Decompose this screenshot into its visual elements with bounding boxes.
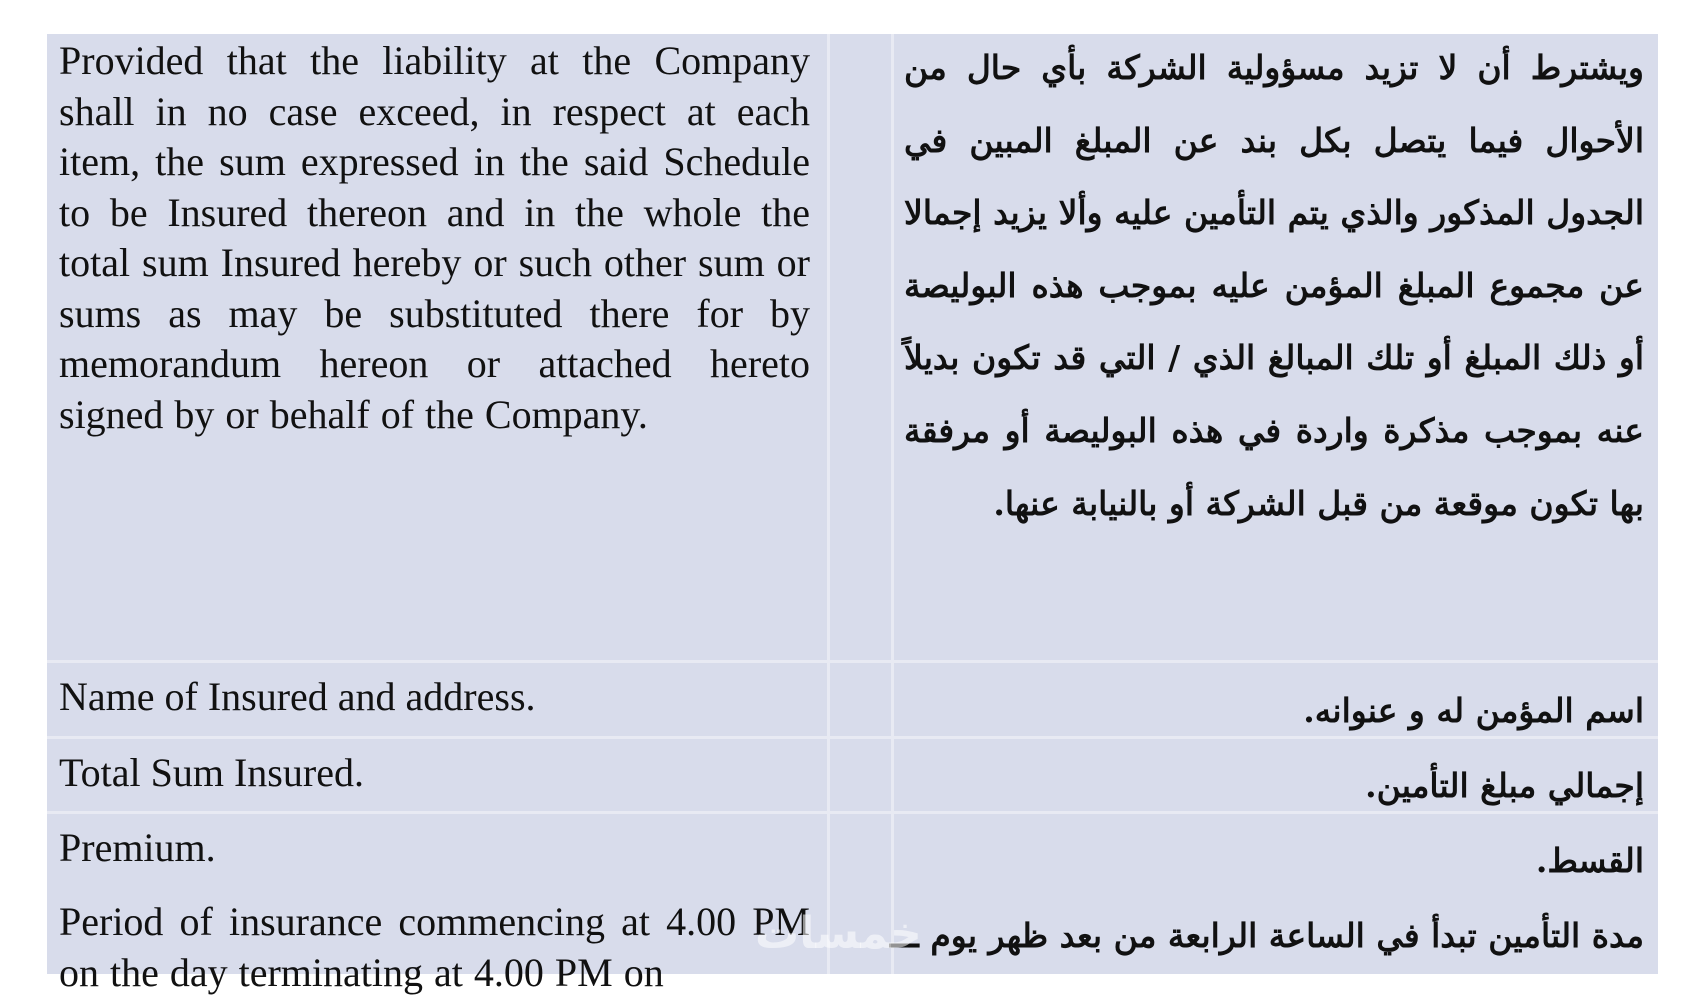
liability-clause-english: Provided that the liability at the Company shall in no case exceed, in respect at each item, the sum expressed in the said Schedule to be Insured thereon and in the whole the total sum Insured hereby or such other sum or sums as may be substituted there for by memorandum hereon or attached hereto signed by or behalf of the Company. bbox=[59, 38, 810, 437]
row-divider bbox=[47, 811, 1658, 814]
liability-clause-arabic: ويشترط أن لا تزيد مسؤولية الشركة بأي حال من الأحوال فيما يتصل بكل بند عن المبلغ المبين في الجدول المذكور والذي يتم التأمين عليه وألا يزيد إجمالا عن مجموع المبلغ المؤمن عليه بموجب هذه البوليصة أو ذلك المبلغ أو تلك المبالغ الذي / التي قد تكون بديلاً عنه بموجب مذكرة واردة في هذه البوليصة أو مرفقة بها تكون موقعة من قبل الشركة أو بالنيابة عنها. bbox=[904, 48, 1644, 523]
policy-table bbox=[47, 34, 1658, 995]
premium-label-english: Premium. bbox=[59, 825, 216, 870]
column-divider-left bbox=[827, 34, 830, 974]
column-divider-right bbox=[891, 34, 894, 974]
period-clause-arabic: مدة التأمين تبدأ في الساعة الرابعة من بعد ظهر يوم ـــ bbox=[889, 916, 1644, 955]
insured-name-label-arabic: اسم المؤمن له و عنوانه. bbox=[1303, 691, 1644, 730]
row-divider bbox=[47, 660, 1658, 663]
row-divider bbox=[47, 736, 1658, 739]
total-sum-label-english: Total Sum Insured. bbox=[59, 750, 364, 795]
total-sum-label-arabic: إجمالي مبلغ التأمين. bbox=[1365, 766, 1644, 805]
watermark-logo: خمسات bbox=[755, 908, 922, 959]
premium-label-arabic: القسط. bbox=[1535, 841, 1644, 880]
insured-name-label-english: Name of Insured and address. bbox=[59, 674, 536, 719]
period-clause-english: Period of insurance commencing at 4.00 PM on the day terminating at 4.00 PM on bbox=[59, 899, 810, 995]
